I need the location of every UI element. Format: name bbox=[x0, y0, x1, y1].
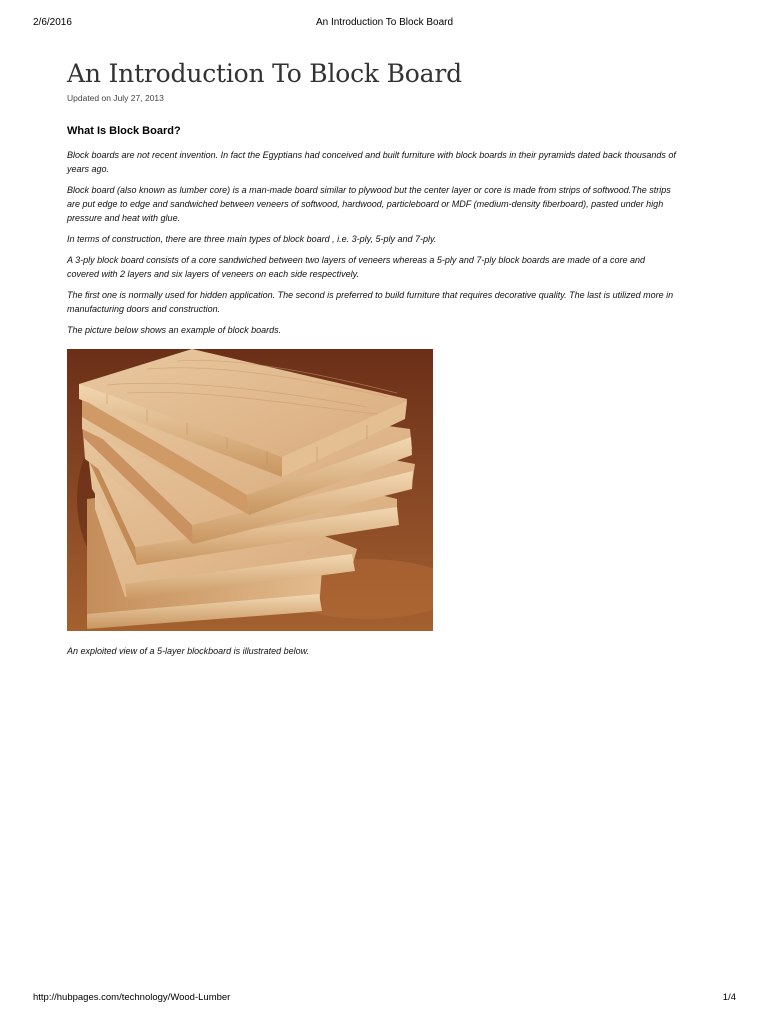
print-header bbox=[33, 17, 736, 31]
article bbox=[67, 56, 679, 665]
section-heading: What Is Block Board? bbox=[67, 125, 181, 137]
block-boards-photo bbox=[67, 349, 433, 631]
paragraph-ply: A 3-ply block board consists of a core sandwiched between two layers of veneers whereas a 5-ply and 7-ply block boards are made of a core and covered with 2 layers and six layers of veneers on each side respectively. bbox=[67, 255, 645, 279]
paragraph-definition: Block board (also known as lumber core) is a man-made board similar to plywood but the center layer or core is made from strips of softwood.The strips are put edge to edge and sandwiched between veneers of softwood, hardwood, particleboard or MDF (medium-density fiberboard), pasted under high pressure and heat with glue. bbox=[67, 185, 671, 223]
photo-caption: An exploited view of a 5-layer blockboard is illustrated below. bbox=[67, 646, 310, 656]
paragraph-intro: Block boards are not recent invention. In fact the Egyptians had conceived and built furniture with block boards in their pyramids dated back thousands of years ago. bbox=[67, 150, 676, 174]
paragraph-uses: The first one is normally used for hidden application. The second is preferred to build furniture that requires decorative quality. The last is utilized more in manufacturing doors and construction. bbox=[67, 290, 674, 314]
article-title: An Introduction To Block Board bbox=[67, 59, 462, 88]
print-footer bbox=[33, 992, 736, 1006]
print-date: 2/6/2016 bbox=[33, 17, 72, 28]
source-url: http://hubpages.com/technology/Wood-Lumber bbox=[33, 992, 231, 1003]
paragraph-picture-intro: The picture below shows an example of block boards. bbox=[67, 325, 282, 335]
print-doc-title: An Introduction To Block Board bbox=[315, 17, 454, 28]
page-number: 1/4 bbox=[722, 992, 736, 1003]
paragraph-types: In terms of construction, there are three main types of block board , i.e. 3-ply, 5-ply and 7-ply. bbox=[67, 234, 437, 244]
updated-date: Updated on July 27, 2013 bbox=[67, 93, 164, 103]
